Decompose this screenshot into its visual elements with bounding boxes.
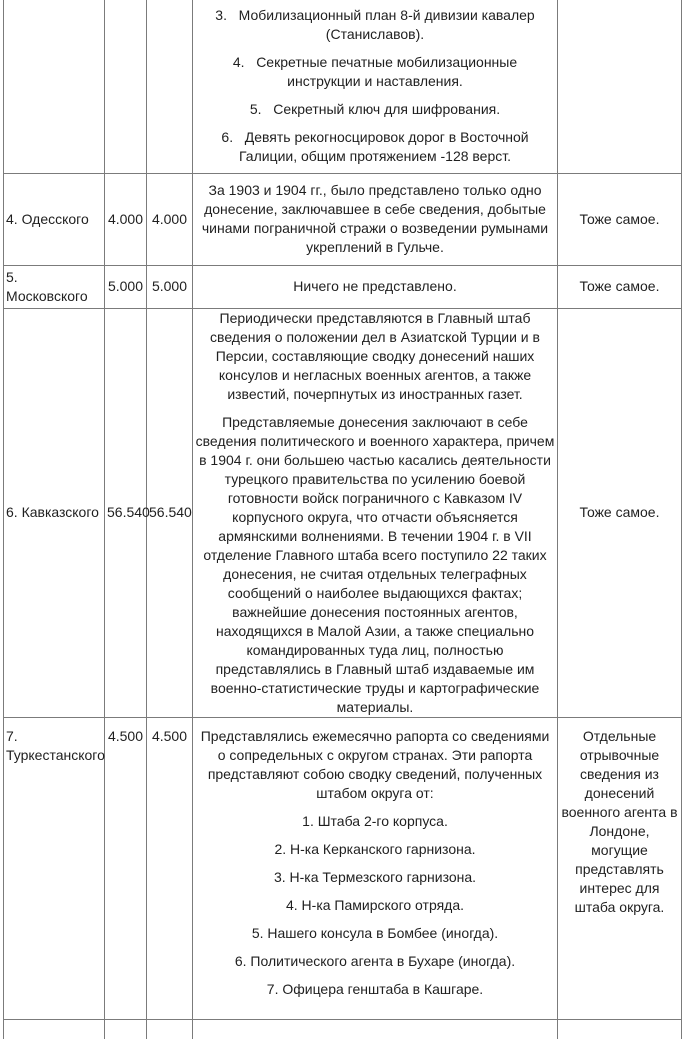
row-moscow-district — [4, 265, 682, 308]
row-caucasus-district — [4, 308, 682, 717]
report-paragraph: Периодически представляются в Главный штаб сведения о положении дел в Азиатской Турции и в Персии, составляющие сводку донесений наших консулов и негласных военных агентов, а также известий, почерпнутых из иностранных газет. — [210, 309, 540, 402]
report-list-item: 3. Мобилизационный план 8-й дивизии кавалер (Станиславов). — [215, 7, 535, 43]
report-list-item: 7. Офицера генштаба в Кашгаре. — [266, 980, 484, 997]
row-next-clipped — [4, 1019, 682, 1039]
note-cell — [558, 0, 682, 173]
report-cell — [193, 717, 558, 1019]
note-cell: Отдельные отрывочные сведения из донесений военного агента в Лондоне, могущие представлять интерес для штаба округа. — [558, 717, 682, 1019]
amount-col1-cell — [105, 1019, 147, 1039]
report-list-item: 6. Девять рекогносцировок дорог в Восточной Галиции, общим протяжением -128 верст. — [221, 129, 529, 165]
district-cell — [4, 1019, 105, 1039]
amount-col2-cell — [147, 1019, 193, 1039]
district-cell — [4, 0, 105, 173]
report-list-item: 3. Н-ка Термезского гарнизона. — [273, 868, 477, 885]
amount-col1-cell: 5.000 — [105, 265, 147, 308]
report-cell — [193, 1019, 558, 1039]
report-paragraph: Представляемые донесения заключают в себе сведения политического и военного характера, причем в 1904 г. они большею частью касались деятельности турецкого правительства по усилению боевой готовности войск пограничного с Кавказом IV корпусного округа, что отчасти объясняется армянскими волнениями. В течении 1904 г. в VII отделение Главного штаба всего поступило 22 таких донесения, не считая отдельных телеграфных сообщений о наиболее выдающихся фактах; важнейшие донесения постоянных агентов, находящихся в Малой Азии, а также специально командированных туда лиц, полностью представлялись в Главный штаб издаваемые им военно-статистические труды и картографические материалы. — [195, 413, 555, 715]
report-list-item: 2. Н-ка Керканского гарнизона. — [274, 840, 476, 857]
amount-col1-cell: 56.540 — [105, 308, 147, 717]
report-cell — [193, 173, 558, 265]
amount-col2-cell: 5.000 — [147, 265, 193, 308]
amount-col1-cell: 4.000 — [105, 173, 147, 265]
amount-col2-cell: 4.500 — [147, 717, 193, 1019]
report-list-item: 6. Политического агента в Бухаре (иногда). — [234, 952, 516, 969]
amount-col1-cell: 4.500 — [105, 717, 147, 1019]
report-cell — [193, 308, 558, 717]
district-cell: 7. Туркестанского — [4, 717, 105, 1019]
note-cell — [558, 1019, 682, 1039]
note-cell: Тоже самое. — [558, 308, 682, 717]
amount-col2-cell: 56.540 — [147, 308, 193, 717]
report-paragraph: Ничего не представлено. — [293, 278, 457, 294]
report-list-item: 5. Секретный ключ для шифрования. — [249, 101, 501, 118]
district-cell: 6. Кавказского — [4, 308, 105, 717]
amount-col2-cell: 4.000 — [147, 173, 193, 265]
row-turkestan-district — [4, 717, 682, 1019]
district-cell: 4. Одесского — [4, 173, 105, 265]
report-list-item: 1. Штаба 2-го корпуса. — [302, 812, 448, 829]
amount-col2-cell — [147, 0, 193, 173]
note-cell: Тоже самое. — [558, 173, 682, 265]
intelligence-report-table — [3, 0, 682, 1039]
report-cell — [193, 265, 558, 308]
report-list-item: 4. Секретные печатные мобилизационные инструкции и наставления. — [232, 54, 518, 90]
report-paragraph: Представлялись ежемесячно рапорта со сведениями о сопредельных с округом странах. Эти рапорта представляют собою сводку сведений, полученных штабом округа от: — [200, 727, 550, 801]
row-continuation — [4, 0, 682, 173]
report-cell — [193, 0, 558, 173]
report-list-item: 5. Нашего консула в Бомбее (иногда). — [251, 924, 499, 941]
amount-col1-cell — [105, 0, 147, 173]
row-odessa-district — [4, 173, 682, 265]
report-paragraph: За 1903 и 1904 гг., было представлено только одно донесение, заключавшее в себе сведения, добытые чинами пограничной стражи о возведении румынами укреплений в Гульче. — [201, 182, 549, 255]
note-cell: Тоже самое. — [558, 265, 682, 308]
report-list-item: 4. Н-ка Памирского отряда. — [285, 896, 464, 913]
district-cell: 5. Московского — [4, 265, 105, 308]
